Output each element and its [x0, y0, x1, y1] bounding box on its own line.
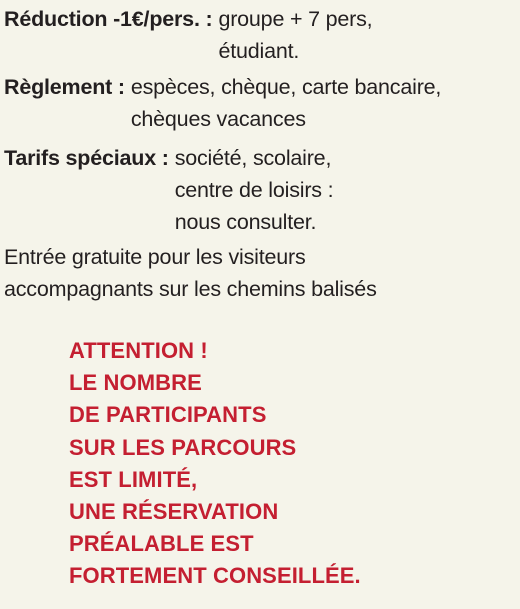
tarifs-speciaux-values [169, 142, 334, 238]
reglement-row [0, 71, 441, 135]
free-entry-note [4, 241, 377, 305]
reglement-line: chèques vacances [130, 107, 306, 131]
attention-line: EST LIMITÉ, [69, 466, 198, 492]
attention-line: SUR LES PARCOURS [69, 434, 297, 460]
reduction-line: groupe + 7 pers, [218, 7, 373, 31]
reduction-label: Réduction -1€/pers. : [4, 7, 213, 31]
attention-line: LE NOMBRE [69, 370, 202, 396]
attention-line: PRÉALABLE EST [69, 531, 254, 557]
free-entry-line: accompagnants sur les chemins balisés [4, 277, 377, 301]
reduction-row [0, 3, 372, 67]
reglement-values [125, 71, 441, 135]
attention-line: FORTEMENT CONSEILLÉE. [69, 563, 361, 589]
reglement-line: espèces, chèque, carte bancaire, [130, 75, 442, 99]
reglement-label: Règlement : [4, 75, 125, 99]
tarifs-speciaux-line: nous consulter. [174, 210, 317, 234]
reduction-values [212, 3, 372, 67]
free-entry-line: Entrée gratuite pour les visiteurs [4, 245, 306, 269]
attention-line: DE PARTICIPANTS [69, 402, 267, 428]
tarifs-speciaux-line: centre de loisirs : [174, 178, 334, 202]
attention-notice [69, 335, 361, 593]
tarifs-speciaux-line: société, scolaire, [174, 146, 332, 170]
attention-line: ATTENTION ! [69, 338, 208, 363]
reduction-line: étudiant. [218, 39, 300, 63]
tarifs-speciaux-row [0, 142, 333, 238]
attention-line: UNE RÉSERVATION [69, 499, 279, 525]
tarifs-speciaux-label: Tarifs spéciaux : [4, 146, 169, 170]
